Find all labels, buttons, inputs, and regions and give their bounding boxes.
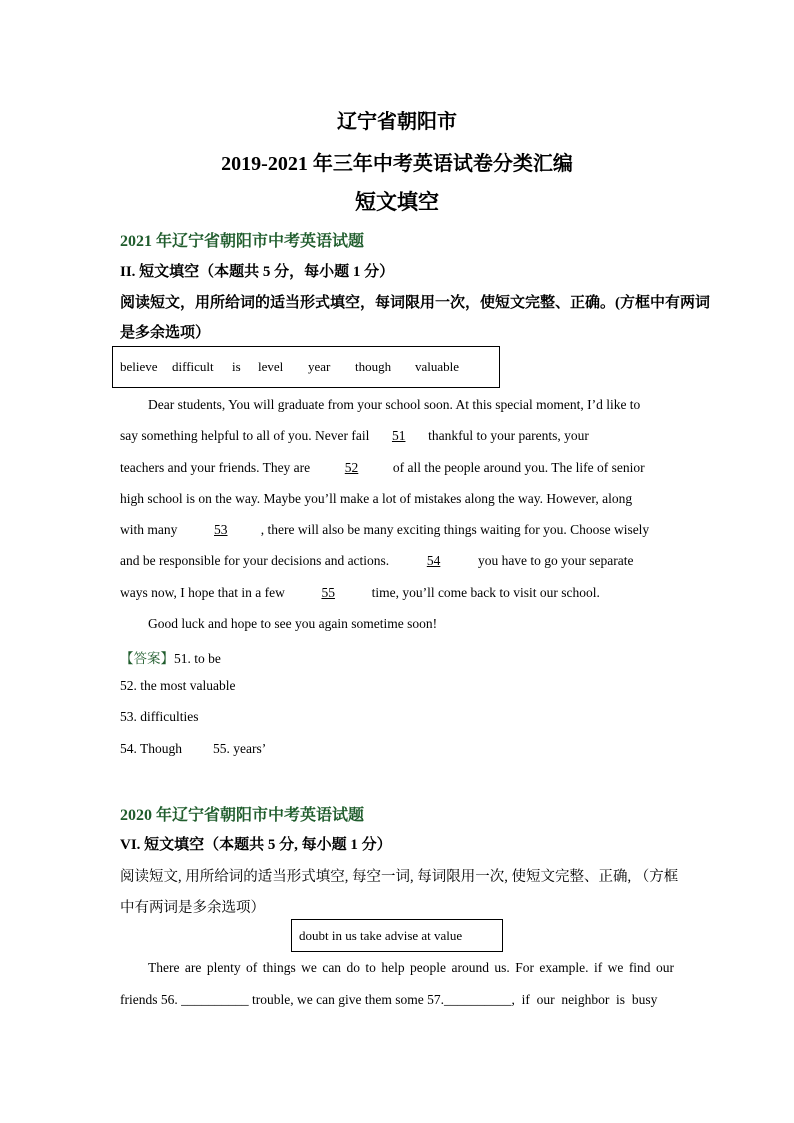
passage-text: friends 56. [120, 992, 178, 1007]
passage-line: high school is on the way. Maybe you’ll make a lot of mistakes along the way. However, along [120, 491, 633, 506]
section-2020-part: VI. 短文填空（本题共 5 分, 每小题 1 分） [120, 837, 392, 853]
answer-55: 55. years’ [213, 741, 267, 756]
word-option: difficult [172, 359, 214, 374]
blank-56: __________ [181, 992, 249, 1007]
passage-text: with many [120, 522, 178, 537]
blank-51: 51 [391, 428, 406, 443]
blank-57: __________ [443, 992, 512, 1007]
passage-line [120, 460, 645, 476]
passage-line [120, 585, 600, 601]
passage-text: , there will also be many exciting things waiting for you. Choose wisely [260, 522, 650, 537]
passage-text: ways now, I hope that in a few [120, 585, 285, 600]
passage-line [120, 522, 649, 538]
passage-text: teachers and your friends. They are [120, 460, 311, 475]
word-option: though [355, 359, 392, 374]
section-2020-instruction-line1: 阅读短文, 用所给词的适当形式填空, 每空一词, 每词限用一次, 使短文完整、正确, （方框 [120, 869, 679, 885]
section-2021-instruction-line1: 阅读短文，用所给词的适当形式填空，每词限用一次，使短文完整、正确。(方框中有两词 [120, 295, 710, 311]
blank-55: 55 [321, 585, 335, 600]
passage-text: of all the people around you. The life of senior [392, 460, 645, 475]
answer-51: 51. to be [174, 651, 221, 666]
section-2021-instruction-line2: 是多余选项） [120, 325, 211, 341]
answer-tag: 【答案】 [120, 651, 174, 666]
blank-53: 53 [214, 522, 228, 537]
passage-line [120, 553, 634, 569]
blank-52: 52 [344, 460, 359, 475]
passage-line: There are plenty of things we can do to help people around us. For example. if we find our [148, 960, 674, 975]
passage-text: time, you’ll come back to visit our school. [371, 585, 600, 600]
answer-54: 54. Though [120, 741, 183, 756]
answer-line [120, 741, 266, 757]
word-box-2021 [112, 346, 500, 388]
passage-text: , if our neighbor is busy [511, 992, 658, 1007]
word-option: year [308, 359, 331, 374]
passage-line: Dear students, You will graduate from your school soon. At this special moment, I’d like to [148, 397, 641, 412]
passage-text: say something helpful to all of you. Never fail [120, 428, 370, 443]
word-option: level [258, 359, 284, 374]
section-2021-part: II. 短文填空（本题共 5 分，每小题 1 分） [120, 264, 395, 280]
answer-52: 52. the most valuable [120, 678, 236, 693]
section-2021-heading: 2021 年辽宁省朝阳市中考英语试题 [120, 233, 365, 250]
title-years: 2019-2021 年三年中考英语试卷分类汇编 [221, 153, 573, 175]
passage-line [120, 992, 674, 1008]
word-box-2020: doubt in us take advise at value [291, 919, 503, 952]
section-2020-instruction-line2: 中有两词是多余选项） [120, 900, 265, 916]
blank-54: 54 [426, 553, 441, 568]
title-topic: 短文填空 [355, 190, 439, 214]
passage-closing: Good luck and hope to see you again sometime soon! [148, 616, 438, 631]
word-option: valuable [415, 359, 460, 374]
passage-text: you have to go your separate [477, 553, 634, 568]
word-option: is [232, 359, 241, 374]
answer-line [120, 647, 221, 667]
title-region: 辽宁省朝阳市 [337, 111, 457, 133]
passage-text: thankful to your parents, your [428, 428, 589, 443]
word-option: believe [120, 359, 158, 374]
passage-line [120, 428, 589, 444]
answer-53: 53. difficulties [120, 709, 199, 724]
section-2020-heading: 2020 年辽宁省朝阳市中考英语试题 [120, 807, 365, 824]
passage-text: trouble, we can give them some 57. [252, 992, 444, 1007]
passage-text: and be responsible for your decisions and actions. [120, 553, 390, 568]
